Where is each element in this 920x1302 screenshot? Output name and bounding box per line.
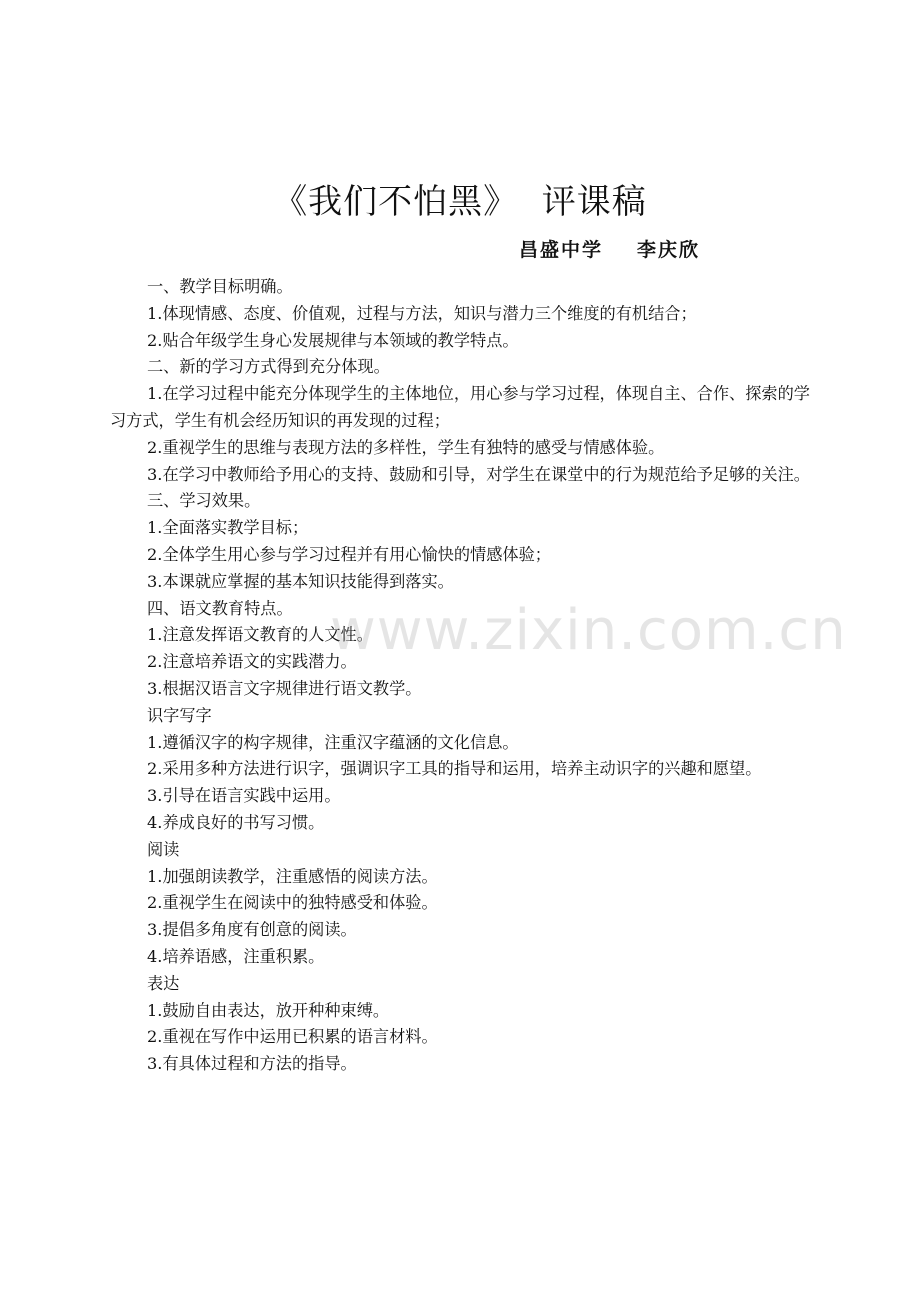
paragraph: 2.贴合年级学生身心发展规律与本领域的教学特点。: [147, 330, 519, 350]
paragraph: 1.在学习过程中能充分体现学生的主体地位，用心参与学习过程，体现自主、合作、探索的学习方式，学生有机会经历知识的再发现的过程；: [110, 384, 810, 430]
subheading-reading: 阅读: [147, 839, 180, 859]
paragraph: 1.鼓励自由表达，放开种种束缚。: [147, 1000, 390, 1020]
paragraph: 3.有具体过程和方法的指导。: [147, 1054, 357, 1074]
paragraph: 4.养成良好的书写习惯。: [147, 812, 325, 832]
paragraph: 2.重视在写作中运用已积累的语言材料。: [147, 1027, 438, 1047]
subheading-expression: 表达: [147, 973, 180, 993]
paragraph: 1.遵循汉字的构字规律，注重汉字蕴涵的文化信息。: [147, 732, 519, 752]
heading-2: 二、新的学习方式得到充分体现。: [147, 357, 390, 377]
paragraph: 3.提倡多角度有创意的阅读。: [147, 920, 357, 940]
paragraph: 2.注意培养语文的实践潜力。: [147, 652, 357, 672]
paragraph: 1.加强朗读教学，注重感悟的阅读方法。: [147, 866, 438, 886]
paragraph: 3.本课就应掌握的基本知识技能得到落实。: [147, 571, 454, 591]
paragraph: 2.全体学生用心参与学习过程并有用心愉快的情感体验；: [147, 544, 551, 564]
school-name: 昌盛中学: [519, 239, 604, 261]
heading-4: 四、语文教育特点。: [147, 598, 293, 618]
paragraph: 2.重视学生的思维与表现方法的多样性，学生有独特的感受与情感体验。: [147, 437, 665, 457]
heading-1: 一、教学目标明确。: [147, 277, 293, 296]
paragraph: 1.全面落实教学目标；: [147, 518, 309, 538]
paragraph: 3.根据汉语言文字规律进行语文教学。: [147, 678, 422, 698]
document-body: [110, 274, 816, 1078]
watermark: www.zixin.com.cn: [330, 598, 847, 663]
paragraph: 4.培养语感，注重积累。: [147, 946, 325, 966]
document-title: 《我们不怕黑》 评课稿: [273, 182, 647, 222]
byline: [519, 235, 700, 265]
paragraph: 3.引导在语言实践中运用。: [147, 786, 341, 806]
author-name: 李庆欣: [637, 239, 701, 261]
paragraph: 2.采用多种方法进行识字，强调识字工具的指导和运用，培养主动识字的兴趣和愿望。: [147, 759, 762, 779]
subheading-literacy: 识字写字: [147, 705, 212, 725]
paragraph: 3.在学习中教师给予用心的支持、鼓励和引导，对学生在课堂中的行为规范给予足够的关注。: [147, 464, 810, 484]
paragraph: 2.重视学生在阅读中的独特感受和体验。: [147, 893, 438, 913]
paragraph: 1.注意发挥语文教育的人文性。: [147, 625, 373, 645]
heading-3: 三、学习效果。: [147, 491, 261, 511]
paragraph: 1.体现情感、态度、价值观，过程与方法，知识与潜力三个维度的有机结合；: [147, 303, 697, 323]
